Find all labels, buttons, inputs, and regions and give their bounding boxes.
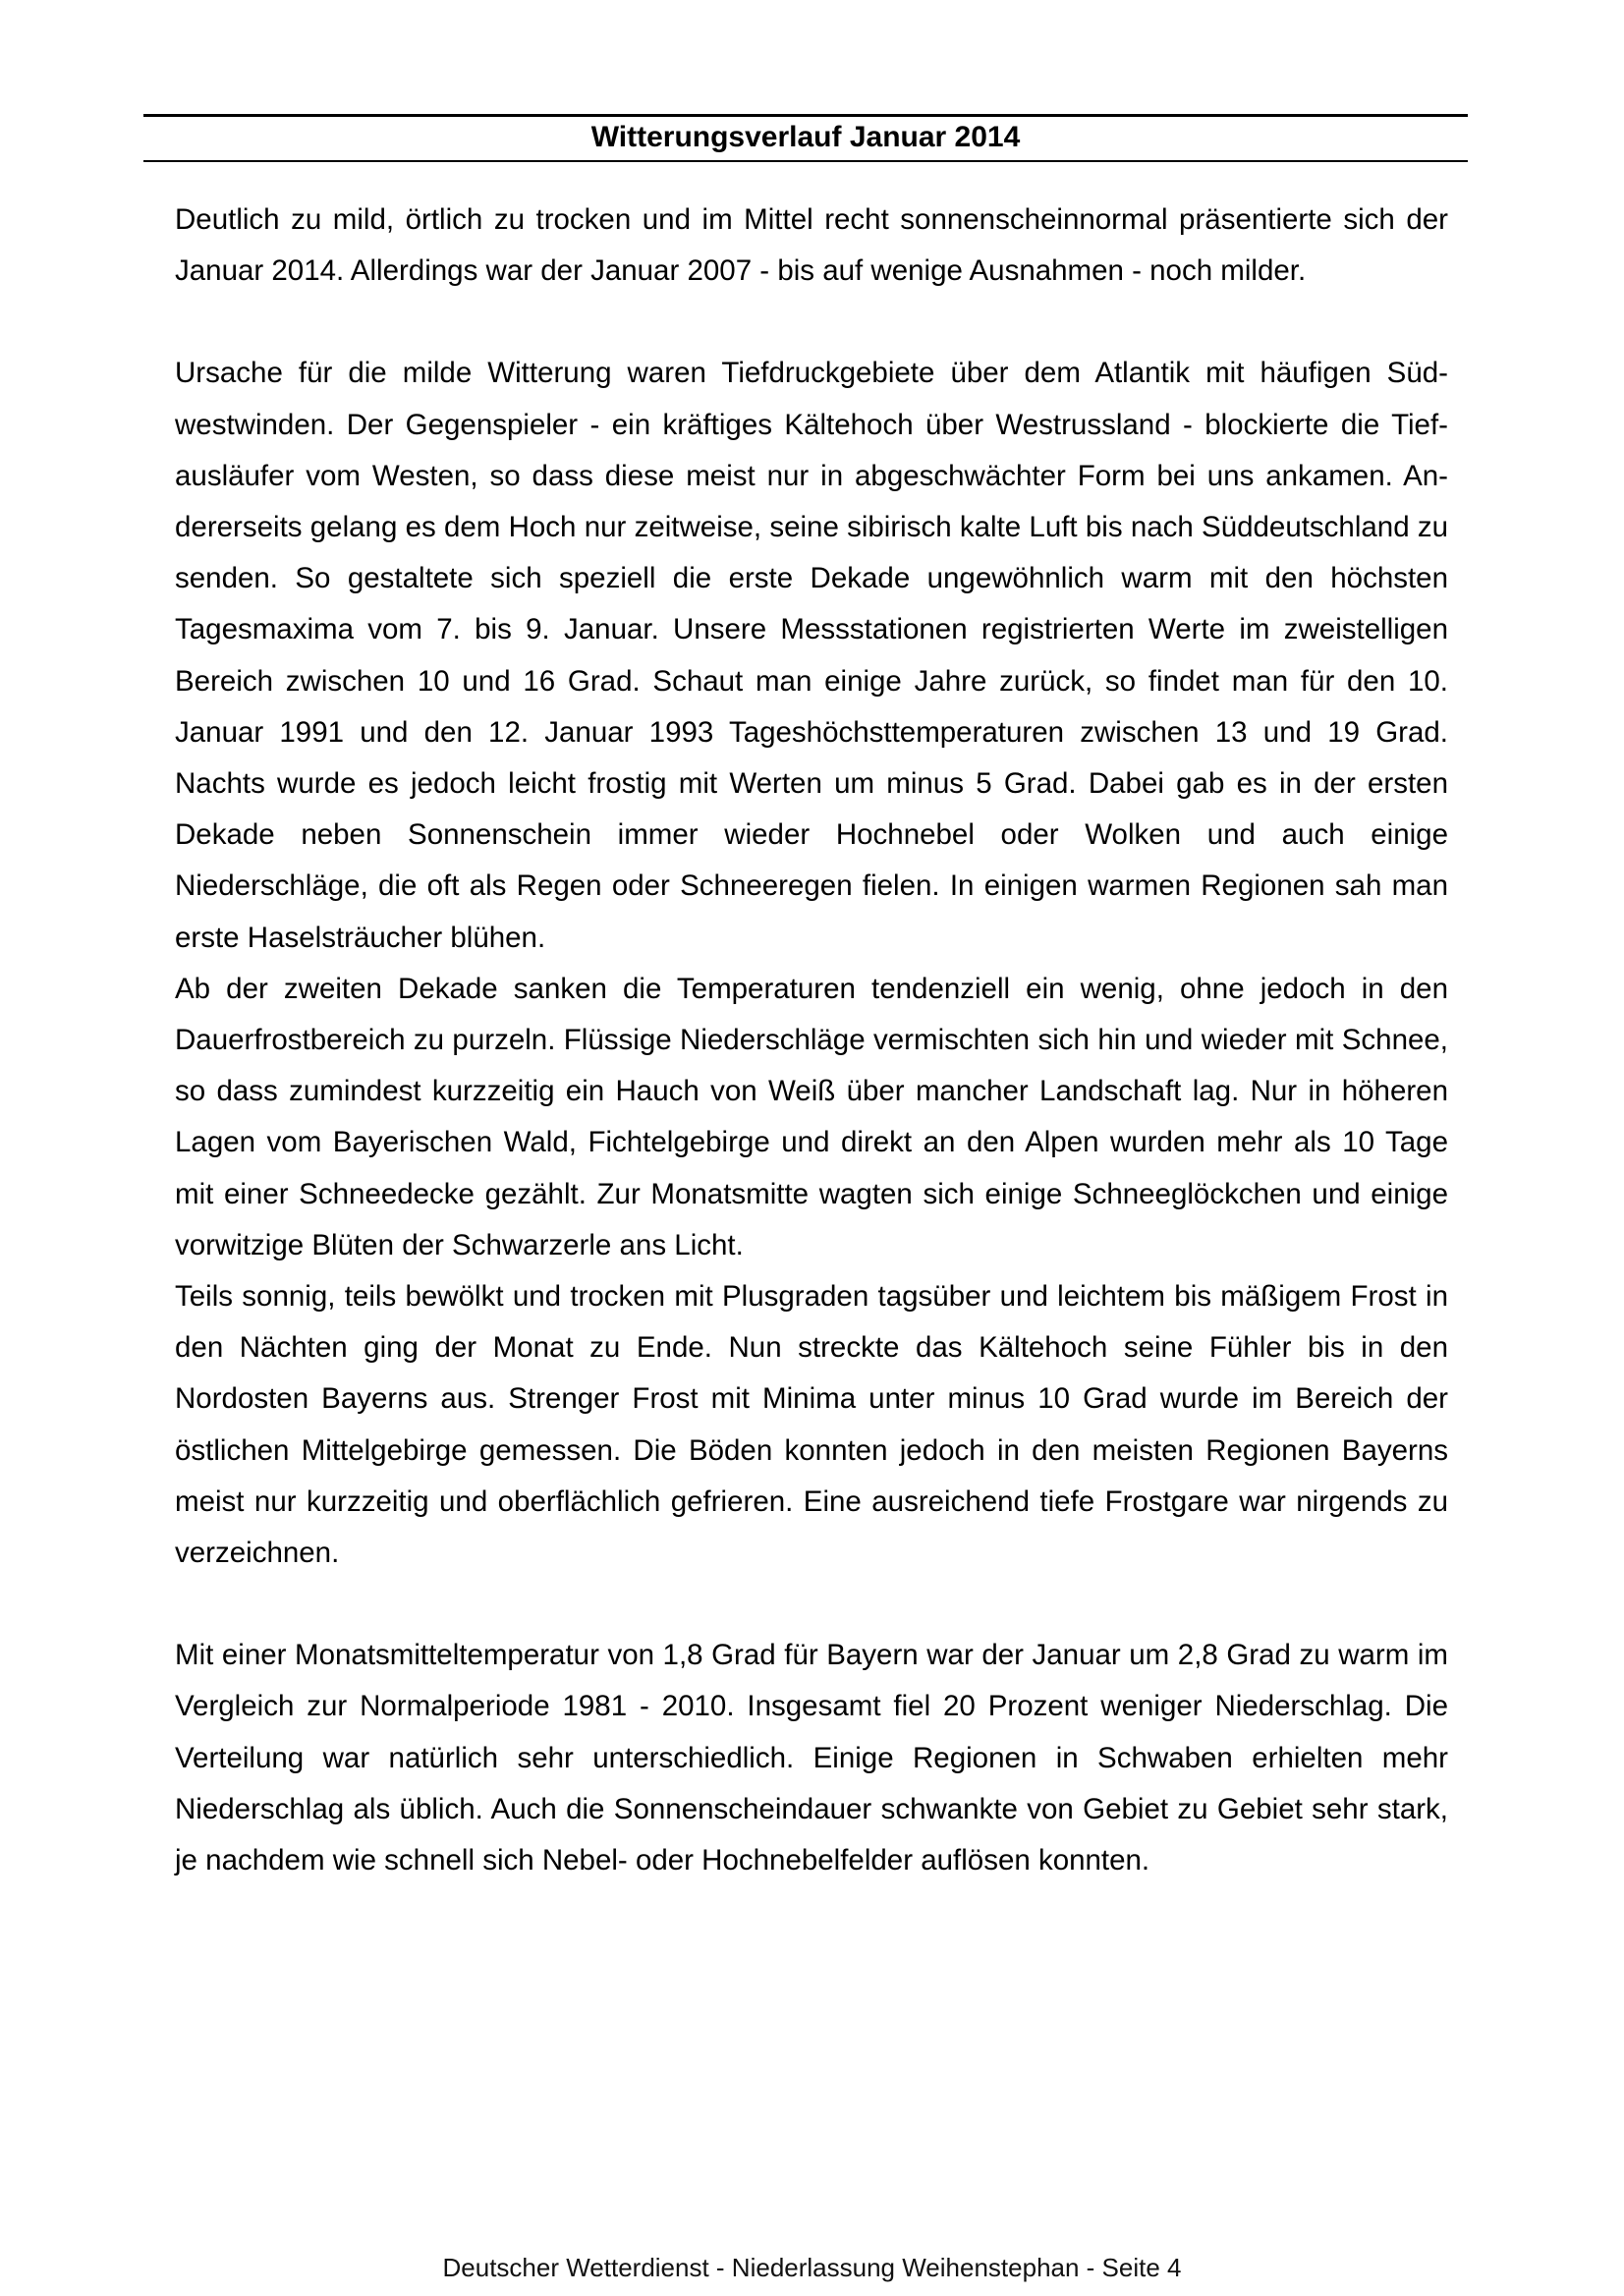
paragraph-gap	[175, 297, 1448, 348]
paragraph-month-end: Teils sonnig, teils bewölkt und trocken mit Plusgraden tagsüber und leichtem bis mäßigem Frost in den Nächten ging der Monat zu Ende. Nun streckte das Kältehoch seine Fühler bis in den Nordosten Bayerns aus. Strenger Frost mit Minima unter minus 10 Grad wurde im Bereich der östlichen Mittelgebirge gemessen. Die Böden konnten jedoch in den meisten Regionen Bayerns meist nur kurzzeitig und oberflächlich gefrieren. Eine ausreichend tiefe Frostgare war nirgends zu verzeichnen.	[175, 1280, 1448, 1570]
header-rule-top	[143, 114, 1468, 117]
page-footer: Deutscher Wetterdienst - Niederlassung Weihenstephan - Seite 4	[442, 2253, 1182, 2282]
paragraph-intro: Deutlich zu mild, örtlich zu trocken und im Mittel recht sonnenscheinnormal präsentierte sich der Januar 2014. Allerdings war der Januar 2007 - bis auf wenige Ausnahmen - noch milder.	[175, 203, 1448, 288]
paragraph-summary: Mit einer Monatsmitteltemperatur von 1,8 Grad für Bayern war der Januar um 2,8 Grad zu warm im Vergleich zur Normalperiode 1981 - 2010. Insgesamt fiel 20 Prozent weniger Niederschlag. Die Verteilung war natürlich sehr unterschiedlich. Einige Regionen in Schwaben erhielten mehr Niederschlag als üblich. Auch die Sonnenscheindauer schwankte von Gebiet zu Gebiet sehr stark, je nachdem wie schnell sich Nebel- oder Hochnebelfelder auflösen konnten.	[175, 1639, 1448, 1877]
paragraph-causes: Ursache für die milde Witterung waren Tiefdruckgebiete über dem Atlantik mit häufigen Südwestwinden. Der Gegenspieler - ein kräftiges Kältehoch über Westrussland - blockierte die Tiefausläufer vom Westen, so dass diese meist nur in abgeschwächter Form bei uns ankamen. Andererseits gelang es dem Hoch nur zeitweise, seine sibirisch kalte Luft bis nach Süddeutschland zu senden. So gestaltete sich speziell die erste Dekade ungewöhnlich warm mit den höchsten Tagesmaxima vom 7. bis 9. Januar. Unsere Messstationen registrierten Werte im zweistelligen Bereich zwischen 10 und 16 Grad. Schaut man einige Jahre zurück, so findet man für den 10. Januar 1991 und den 12. Januar 1993 Tageshöchsttemperaturen zwischen 13 und 19 Grad. Nachts wurde es jedoch leicht frostig mit Werten um minus 5 Grad. Dabei gab es in der ersten Dekade neben Sonnenschein immer wieder Hochnebel oder Wolken und auch einige Niederschläge, die oft als Regen oder Schneeregen fielen. In einigen warmen Regionen sah man erste Haselsträucher blühen.	[175, 357, 1448, 954]
paragraph-gap	[175, 1579, 1448, 1630]
paragraph-second-decade: Ab der zweiten Dekade sanken die Temperaturen tendenziell ein wenig, ohne jedoch in den Dauerfrostbereich zu purzeln. Flüssige Niederschläge vermischten sich hin und wieder mit Schnee, so dass zumindest kurzzeitig ein Hauch von Weiß über mancher Landschaft lag. Nur in höheren Lagen vom Bayerischen Wald, Fichtelgebirge und direkt an den Alpen wurden mehr als 10 Tage mit einer Schneedecke gezählt. Zur Monatsmitte wagten sich einige Schneeglöckchen und einige vorwitzige Blüten der Schwarzerle ans Licht.	[175, 972, 1448, 1261]
document-body	[175, 195, 1448, 1886]
header-rule-bottom	[143, 160, 1468, 162]
page-title: Witterungsverlauf Januar 2014	[590, 121, 1021, 153]
